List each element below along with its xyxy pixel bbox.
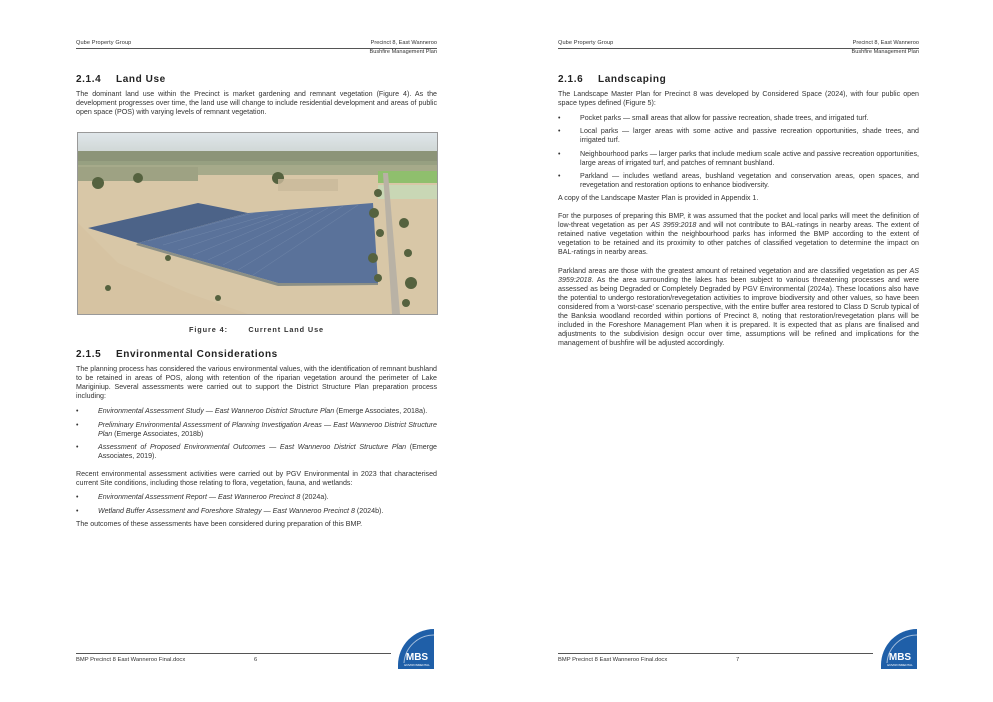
- page-header: [76, 40, 437, 49]
- mbs-logo: [398, 629, 434, 669]
- list-item: • Local parks — larger areas with some active and passive recreation opportunities, shade trees, and irrigated turf.: [558, 127, 919, 145]
- header-project: Precinct 8, East Wanneroo: [852, 40, 919, 46]
- paragraph: Parkland areas are those with the greatest amount of retained vegetation and are classified vegetation as per AS 3959:2018. As the area surrounding the lakes has been subject to various threatening processes and were assessed as being Degraded or Completely Degraded by PGV Environmental (2024a). These locations also have the potential to undergo restoration/revegetation activities to improve biodiversity and other values, so have been considered from a 'worst-case' scenario perspective, with the entire buffer area restored to Class D Scrub typical of the Banksia woodland recorded within portions of Precinct 8, noting that restoration/revegetation plans will be included in the Foreshore Management Plan when it is prepared. It is expected that as plans are finalised and adjustments to the subdivision design occur over time, assumptions will be refined and implications for the management of bushfire will be adjusted accordingly.: [558, 266, 919, 348]
- list-item: • Neighbourhood parks — larger parks that include medium scale active and passive recreation opportunities, large areas of irrigated turf, and patches of remnant bushland.: [558, 149, 919, 167]
- header-document: Bushfire Management Plan: [851, 49, 919, 55]
- figure-caption: Figure 4: Current Land Use: [188, 325, 325, 334]
- section-landscaping: [558, 75, 919, 348]
- page-number: 6: [254, 657, 258, 663]
- svg-text:MBS: MBS: [888, 652, 912, 663]
- list-item: • Assessment of Proposed Environmental Outcomes — East Wanneroo District Structure Plan (Emerge Associates, 2019).: [76, 442, 438, 460]
- page-footer: [558, 653, 873, 664]
- svg-text:ENVIRONMENTAL: ENVIRONMENTAL: [404, 663, 430, 667]
- list-item: • Pocket parks — small areas that allow for passive recreation, shade trees, and irrigated turf.: [558, 114, 869, 123]
- aerial-photo-current-land-use: [77, 132, 438, 315]
- page-footer: [76, 653, 391, 664]
- paragraph: The outcomes of these assessments have been considered during preparation of this BMP.: [76, 520, 363, 529]
- header-company: Qube Property Group: [558, 40, 614, 46]
- footer-filename: BMP Precinct 8 East Wanneroo Final.docx: [558, 657, 668, 663]
- list-item: • Environmental Assessment Report — East Wanneroo Precinct 8 (2024a).: [76, 493, 329, 502]
- list-item: • Environmental Assessment Study — East Wanneroo District Structure Plan (Emerge Associates, 2018a).: [76, 407, 428, 416]
- footer-filename: BMP Precinct 8 East Wanneroo Final.docx: [76, 657, 186, 663]
- paragraph: A copy of the Landscape Master Plan is provided in Appendix 1.: [558, 193, 759, 202]
- paragraph: Recent environmental assessment activities were carried out by PGV Environmental in 2023 that characterised current Site conditions, including those relating to flora, vegetation, fauna, and wetlands:: [76, 469, 437, 488]
- document-page-6: [0, 0, 496, 702]
- header-company: Qube Property Group: [76, 40, 132, 46]
- section-heading: 2.1.6 Landscaping: [558, 74, 667, 85]
- paragraph: The Landscape Master Plan for Precinct 8 was developed by Considered Space (2024), with four public open space types defined (Figure 5):: [558, 90, 919, 108]
- mbs-logo: [881, 629, 917, 669]
- page-header: [558, 40, 919, 49]
- page-number: 7: [736, 657, 740, 663]
- section-heading: 2.1.4 Land Use: [76, 74, 166, 85]
- header-project: Precinct 8, East Wanneroo: [370, 40, 437, 46]
- section-land-use: [76, 75, 437, 117]
- list-item: • Parkland — includes wetland areas, bushland vegetation and conservation areas, open spaces, and revegetation and restoration options to enhance biodiversity.: [558, 171, 919, 189]
- header-document: Bushfire Management Plan: [369, 49, 437, 55]
- paragraph: For the purposes of preparing this BMP, it was assumed that the pocket and local parks will meet the definition of low-threat vegetation as per AS 3959:2018 and will not contribute to BAL-ratings in nearby areas. The extent of retained native vegetation within the neighbourhood parks has informed the BMP according to the extent of vegetation to be retained and its proximity to other patches of classified vegetation to determine the impact on BAL-ratings in nearby areas.: [558, 212, 920, 257]
- section-heading: 2.1.5 Environmental Considerations: [76, 349, 278, 360]
- paragraph: The dominant land use within the Precinct is market gardening and remnant vegetation (Figure 4). As the development progresses over time, the land use will change to include residential development and areas of public open space (POS) with varying levels of remnant vegetation.: [76, 90, 437, 117]
- svg-text:MBS: MBS: [405, 652, 429, 663]
- paragraph: The planning process has considered the various environmental values, with the identification of remnant bushland to be retained in areas of POS, along with retention of the riparian vegetation around the perimeter of Lake Mariginiup. Several assessments were carried out to support the District Structure Plan preparation process including:: [76, 365, 437, 401]
- svg-text:ENVIRONMENTAL: ENVIRONMENTAL: [887, 663, 913, 667]
- list-item: • Preliminary Environmental Assessment of Planning Investigation Areas — East Wanneroo District Structure Plan (Emerge Associates, 2018b): [76, 420, 437, 438]
- list-item: • Wetland Buffer Assessment and Foreshore Strategy — East Wanneroo Precinct 8 (2024b).: [76, 507, 384, 516]
- document-page-7: [497, 0, 993, 702]
- section-environmental-considerations: [76, 350, 437, 529]
